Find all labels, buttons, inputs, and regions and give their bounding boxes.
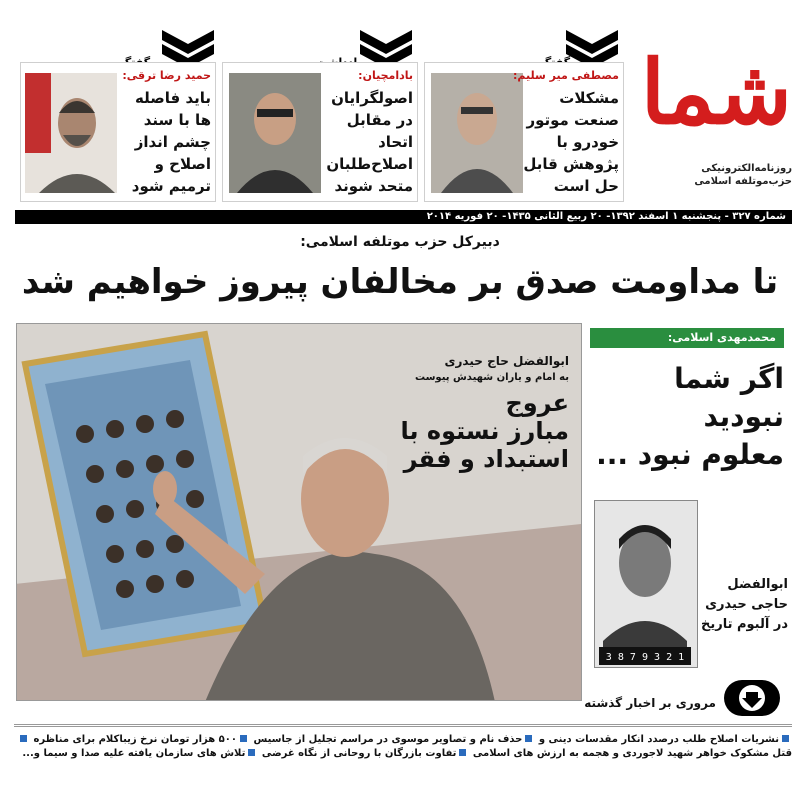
news-link[interactable]: حذف نام و تصاویر موسوی در مراسم تجلیل از جاسیس <box>253 734 523 745</box>
teaser-text: مشکلات صنعت موتور خودرو با پژوهش قابل حل است <box>523 89 619 195</box>
news-link[interactable]: تفاوت بازرگان با روحانی از نگاه غرضی <box>261 748 457 759</box>
logo-subtitle-line1: روزنامه‌الکترونیکی <box>701 163 792 174</box>
archive-arrow-button[interactable] <box>724 680 780 716</box>
square-bullet-icon <box>240 735 247 742</box>
archive-label[interactable]: مروری بر اخبار گذشته <box>584 696 716 710</box>
portrait-caption: ابوالفضل حاجی حیدری در آلبوم تاریخ <box>700 577 788 632</box>
main-headline[interactable]: تا مداومت صدق بر مخالفان پیروز خواهیم شد <box>21 262 779 302</box>
teaser-text: باید فاصله ها با سند چشم انداز اصلاح و ترمیم شود <box>131 89 211 195</box>
archive-portrait-photo[interactable] <box>594 500 698 668</box>
square-bullet-icon <box>248 749 255 756</box>
svg-text:1 2 3 9 7 8 3: 1 2 3 9 7 8 3 <box>605 652 685 663</box>
square-bullet-icon <box>525 735 532 742</box>
teaser-photo <box>229 73 321 193</box>
main-story-subtitle: به امام و یاران شهیدش پیوست <box>415 372 569 383</box>
main-story-title-line: مبارز نستوه با <box>400 417 569 445</box>
teaser-card[interactable] <box>222 62 418 202</box>
sidebar-title-line: معلوم نبود ... <box>596 438 784 471</box>
square-bullet-icon <box>459 749 466 756</box>
teaser-photo <box>431 73 523 193</box>
news-link[interactable]: نشریات اصلاح طلب درصدد انکار مقدسات دینی و <box>538 734 779 745</box>
main-story-photo[interactable] <box>16 323 582 701</box>
teaser-author: بادامچیان: <box>358 69 413 82</box>
logo-wordmark: شما <box>640 40 792 144</box>
sidebar-title-line: اگر شما نبودید <box>674 362 784 433</box>
news-link[interactable]: تلاش های سازمان یافته علیه صدا و سیما و... <box>22 748 246 759</box>
news-link[interactable]: و هجمه به ارزش های اسلامی <box>472 748 619 759</box>
teaser-photo <box>25 73 117 193</box>
portrait-image <box>594 501 697 668</box>
teaser-card[interactable] <box>20 62 216 202</box>
teaser-author: حمید رضا ترقی: <box>122 69 211 82</box>
main-story-name: ابوالفضل حاج حیدری <box>444 354 569 368</box>
teaser-text: اصولگرایان در مقابل اتحاد اصلاح‌طلبان متحد شوند <box>326 89 413 195</box>
teaser-author: مصطفی میر سلیم: <box>512 69 619 82</box>
square-bullet-icon <box>20 735 27 742</box>
footer-news-links <box>14 724 792 761</box>
headline-kicker: دبیرکل حزب موتلفه اسلامی: <box>300 234 500 250</box>
main-story-caption <box>401 354 569 473</box>
news-link[interactable]: ۵۰۰ هزار تومان نرخ زیباکلام برای مناظره <box>33 734 237 745</box>
logo-subtitle <box>674 162 792 188</box>
down-arrow-icon <box>724 680 780 716</box>
sidebar-title[interactable] <box>590 360 784 474</box>
sidebar-author-bar: محمدمهدی اسلامی: <box>590 328 784 348</box>
main-story-title[interactable] <box>401 389 569 473</box>
news-link[interactable]: قتل مشکوک خواهر شهید لاجوردی <box>622 748 792 759</box>
main-story-title-line: استبداد و فقر <box>403 445 569 473</box>
issue-date-bar: شماره ۳۲۷ - پنجشنبه ۱ اسفند ۱۳۹۲- ۲۰ ربیع الثانی ۱۴۳۵- ۲۰ فوریه ۲۰۱۴ <box>15 210 792 224</box>
masthead-logo[interactable] <box>640 40 792 187</box>
square-bullet-icon <box>782 735 789 742</box>
main-story-title-line: عروج <box>505 389 569 417</box>
teaser-card[interactable] <box>424 62 624 202</box>
logo-subtitle-line2: حزب‌موتلفه اسلامی <box>694 176 792 187</box>
